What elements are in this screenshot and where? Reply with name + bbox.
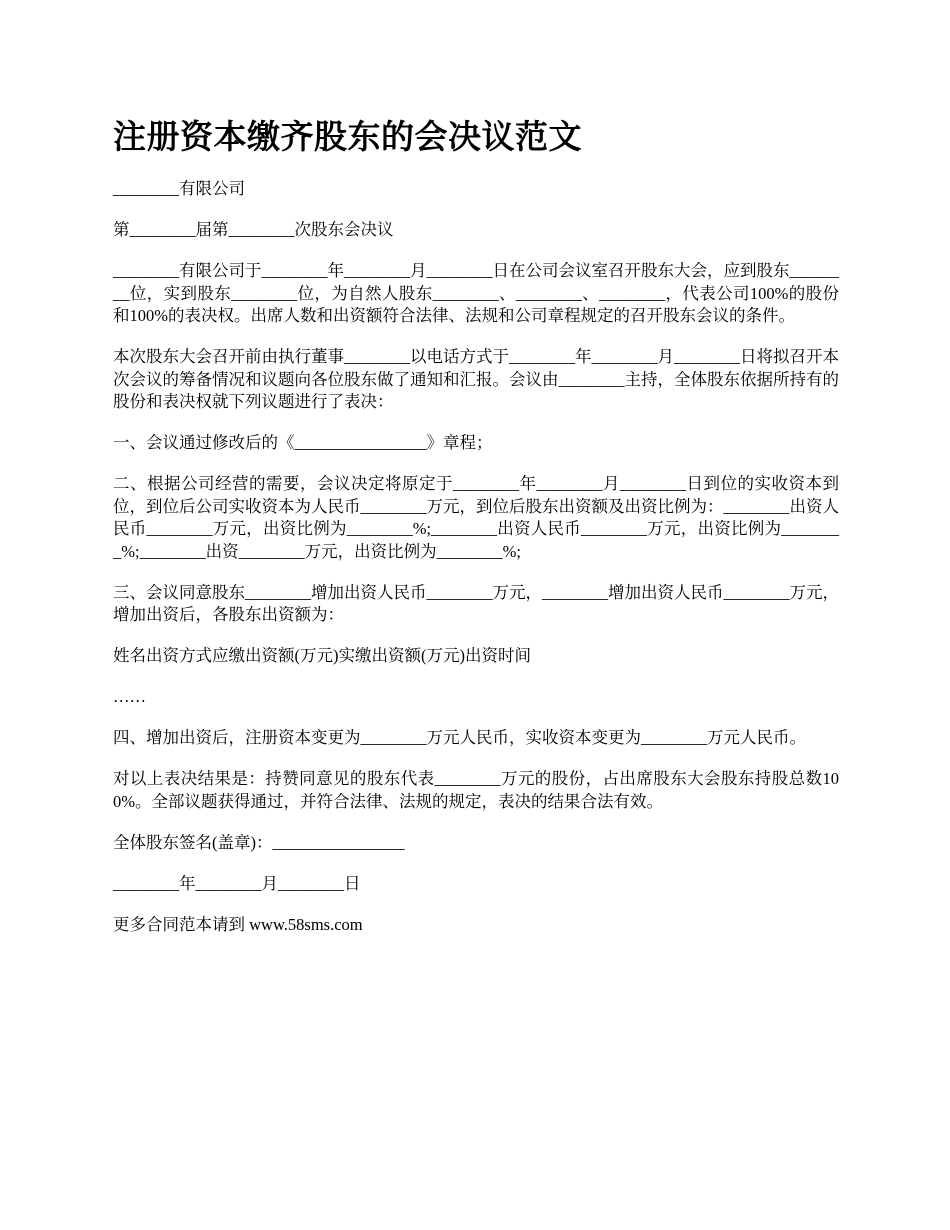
voting-result-paragraph: 对以上表决结果是：持赞同意见的股东代表________万元的股份，占出席股东大会股东持股总数100%。全部议题获得通过，并符合法律、法规的规定，表决的结果合法有效。 — [113, 769, 839, 811]
resolution-item-1: 一、会议通过修改后的《________________》章程； — [113, 433, 493, 452]
date-line: ________年________月________日 — [113, 873, 361, 893]
meeting-notice-paragraph: 本次股东大会召开前由执行董事________以电话方式于________年________月________日将拟召开本次会议的筹备情况和议题向各位股东做了通知和汇报。会议由________主持，全体股东依据所持有的股份和表决权就下列议题进行了表决： — [113, 347, 839, 411]
resolution-number-line: 第________届第________次股东会决议 — [113, 220, 394, 239]
document-page — [113, 112, 839, 955]
contribution-table-header: 姓名出资方式应缴出资额(万元)实缴出资额(万元)出资时间 — [113, 646, 531, 665]
resolution-item-3: 三、会议同意股东________增加出资人民币________万元，________增加出资人民币________万元，增加出资后，各股东出资额为： — [113, 582, 839, 624]
resolution-item-2: 二、根据公司经营的需要，会议决定将原定于________年________月________日到位的实收资本到位，到位后公司实收资本为人民币________万元，到位后股东出资额及出资比例为：________出资人民币________万元，出资比例为________%;________出资人民币________万元，出资比例为________%;________出资________万元，出资比例为________%; — [113, 474, 839, 561]
resolution-item-4: 四、增加出资后，注册资本变更为________万元人民币，实收资本变更为________万元人民币。 — [113, 728, 806, 747]
company-name-line: ________有限公司 — [113, 179, 245, 198]
meeting-intro-paragraph: ________有限公司于________年________月________日在公司会议室召开股东大会，应到股东________位，实到股东________位，为自然人股东________、________、________，代表公司100%的股份和100%的表决权。出席人数和出资额符合法律、法规和公司章程规定的召开股东会议的条件。 — [113, 261, 839, 325]
document-title: 注册资本缴齐股东的会决议范文 — [113, 117, 582, 156]
footer-website-line: 更多合同范本请到 www.58sms.com — [113, 914, 363, 934]
ellipsis-line: …… — [113, 687, 146, 706]
signature-line: 全体股东签名(盖章)：________________ — [113, 832, 405, 852]
